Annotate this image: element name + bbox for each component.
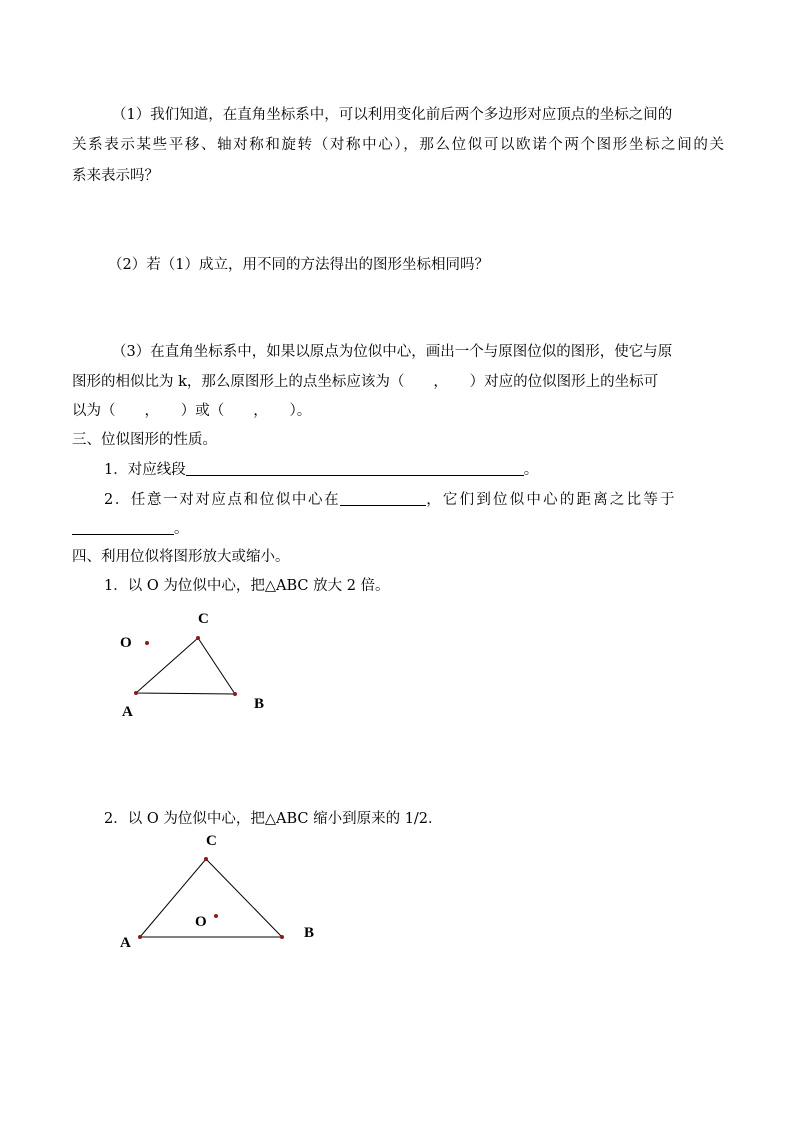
point-b-2 <box>280 935 284 939</box>
item2-mid: ，它们到位似中心的距离之比等于 <box>426 492 677 508</box>
q1-line-2: 关系表示某些平移、轴对称和旋转（对称中心），那么位似可以欧诺个两个图形坐标之间的关 <box>72 137 724 153</box>
item1-prefix: 1．对应线段 <box>104 462 186 478</box>
label-b-2: B <box>304 925 315 941</box>
point-o-2 <box>214 914 218 918</box>
q1-line-3: 系来表示吗？ <box>72 168 159 184</box>
label-o-2: O <box>195 914 207 930</box>
section3-item-1 <box>72 459 756 480</box>
figure-2-triangle <box>110 825 330 955</box>
figure-1-triangle <box>110 600 290 730</box>
label-o-1: O <box>120 635 132 651</box>
q3-line-1: （3）在直角坐标系中，如果以原点为位似中心，画出一个与原图位似的图形，使它与原 <box>112 344 673 360</box>
q2-line-1: （2）若（1）成立，用不同的方法得出的图形坐标相同吗？ <box>108 257 489 273</box>
section4-task-2: 2．以 O 为位似中心，把△ABC 缩小到原来的 1/2． <box>104 811 443 827</box>
item1-suffix: 。 <box>523 462 539 478</box>
triangle-abc-2 <box>140 859 282 937</box>
label-c-2: C <box>206 833 217 849</box>
triangle-abc-1 <box>136 638 235 694</box>
item1-answer-blank[interactable] <box>186 459 524 476</box>
section4-heading: 四、利用位似将图形放大或缩小。 <box>72 549 290 565</box>
item2-answer-blank-1[interactable] <box>340 489 426 506</box>
point-a-1 <box>134 691 138 695</box>
label-a-1: A <box>122 704 133 720</box>
section3-heading: 三、位似图形的性质。 <box>72 432 217 448</box>
section3-item-2-cont <box>72 518 724 539</box>
q3-line-2: 图形的相似比为 k，那么原图形上的点坐标应该为（ ， ）对应的位似图形上的坐标可 <box>72 374 659 390</box>
label-c-1: C <box>198 611 209 627</box>
label-b-1: B <box>254 696 265 712</box>
item2-answer-blank-2[interactable] <box>72 518 174 535</box>
section4-task-1: 1．以 O 为位似中心，把△ABC 放大 2 倍。 <box>104 578 390 594</box>
point-a-2 <box>138 935 142 939</box>
q3-line-3: 以为（ ， ）或（ ， ）。 <box>72 403 312 419</box>
point-b-1 <box>233 692 237 696</box>
section3-item-2 <box>72 489 756 510</box>
label-a-2: A <box>120 935 131 951</box>
q1-line-1: （1）我们知道，在直角坐标系中，可以利用变化前后两个多边形对应顶点的坐标之间的 <box>112 107 673 123</box>
point-c-2 <box>204 857 208 861</box>
item2-end: 。 <box>174 521 189 537</box>
point-o-1 <box>145 641 149 645</box>
point-c-1 <box>196 636 200 640</box>
item2-prefix: 2．任意一对对应点和位似中心在 <box>104 492 341 508</box>
